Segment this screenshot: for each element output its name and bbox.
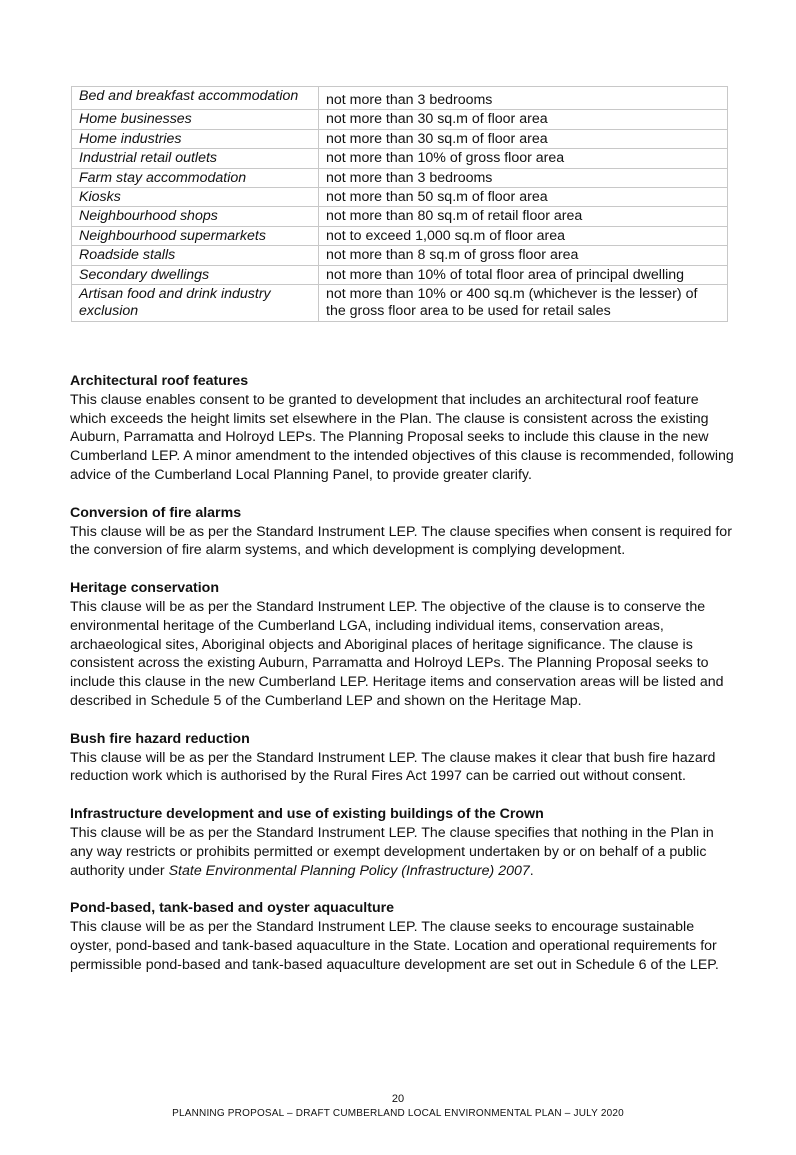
- table-row: [72, 265, 728, 284]
- limit-cell: not more than 50 sq.m of floor area: [319, 188, 728, 207]
- land-use-cell: Kiosks: [72, 188, 319, 207]
- limit-cell: not more than 80 sq.m of retail floor area: [319, 207, 728, 226]
- table-row: [72, 149, 728, 168]
- section-heading: Architectural roof features: [70, 373, 249, 389]
- section-body: This clause will be as per the Standard Instrument LEP. The objective of the clause is to conserve the environmental heritage of the Cumberland LGA, including individual items, conservation areas, archaeological sites, Aboriginal objects and Aboriginal places of heritage significance. The clause is consistent across the existing Auburn, Parramatta and Holroyd LEPs. The Planning Proposal seeks to include this clause in the new Cumberland LEP. Heritage items and conservation areas will be listed and described in Schedule 5 of the Cumberland LEP and shown on the Heritage Map.: [70, 598, 724, 709]
- clauses-body: [70, 372, 734, 994]
- section-body: This clause will be as per the Standard Instrument LEP. The clause makes it clear that bush fire hazard reduction work which is authorised by the Rural Fires Act 1997 can be carried out without consent.: [70, 749, 716, 785]
- table-row: [72, 226, 728, 245]
- land-use-cell: Home businesses: [72, 110, 319, 129]
- section-heading: Infrastructure development and use of existing buildings of the Crown: [70, 806, 544, 823]
- limit-cell: not more than 30 sq.m of floor area: [319, 129, 728, 148]
- clause-section: [70, 504, 734, 560]
- land-use-cell: Roadside stalls: [72, 246, 319, 265]
- table-row: [72, 110, 728, 129]
- land-use-limits-table: [71, 86, 728, 322]
- limit-cell: not more than 8 sq.m of gross floor area: [319, 246, 728, 265]
- land-use-cell: Neighbourhood shops: [72, 207, 319, 226]
- section-heading: Pond-based, tank-based and oyster aquaculture: [70, 900, 395, 917]
- section-body: This clause enables consent to be granted to development that includes an architectural roof feature which exceeds the height limits set elsewhere in the Plan. The clause is consistent across the existing Auburn, Parramatta and Holroyd LEPs. The Planning Proposal seeks to include this clause in the new Cumberland LEP. A minor amendment to the intended objectives of this clause is recommended, following advice of the Cumberland Local Planning Panel, to provide greater clarify.: [70, 391, 734, 483]
- limit-cell: not to exceed 1,000 sq.m of floor area: [319, 226, 728, 245]
- table-row: [72, 207, 728, 226]
- land-use-cell: Bed and breakfast accommodation: [72, 87, 319, 110]
- land-use-cell: Industrial retail outlets: [72, 149, 319, 168]
- land-use-cell: Secondary dwellings: [72, 265, 319, 284]
- section-heading: Conversion of fire alarms: [70, 504, 242, 521]
- clause-section: [70, 730, 734, 786]
- limit-cell: not more than 30 sq.m of floor area: [319, 110, 728, 129]
- table-row: [72, 246, 728, 265]
- clause-section: [70, 805, 734, 880]
- section-body: This clause will be as per the Standard Instrument LEP. The clause seeks to encourage sustainable oyster, pond-based and tank-based aquaculture in the State. Location and operational requirements for permissible pond-based and tank-based aquaculture development are set out in Schedule 6 of the LEP.: [70, 919, 719, 973]
- clause-section: [70, 899, 734, 974]
- table-row: [72, 129, 728, 148]
- clause-section: [70, 579, 734, 711]
- table-row: [72, 188, 728, 207]
- land-use-cell: Home industries: [72, 129, 319, 148]
- limit-cell: not more than 10% of total floor area of principal dwelling: [319, 265, 728, 284]
- section-heading: Bush fire hazard reduction: [70, 730, 250, 747]
- table-row: [72, 168, 728, 187]
- page-number: 20: [391, 1093, 405, 1105]
- section-body-end: .: [529, 862, 534, 879]
- policy-title: State Environmental Planning Policy (Infrastructure) 2007: [168, 862, 530, 879]
- land-use-cell: Artisan food and drink industry exclusion: [72, 285, 319, 322]
- limit-cell: not more than 10% or 400 sq.m (whichever is the lesser) of the gross floor area to be used for retail sales: [319, 285, 728, 322]
- limit-cell: not more than 3 bedrooms: [319, 87, 728, 110]
- limit-cell: not more than 3 bedrooms: [319, 168, 728, 187]
- footer-title: PLANNING PROPOSAL – DRAFT CUMBERLAND LOCAL ENVIRONMENTAL PLAN – JULY 2020: [172, 1108, 624, 1119]
- section-body: This clause will be as per the Standard Instrument LEP. The clause specifies when consent is required for the conversion of fire alarm systems, and which development is complying development.: [70, 523, 732, 559]
- section-body: [70, 824, 734, 880]
- land-use-cell: Neighbourhood supermarkets: [72, 226, 319, 245]
- section-body-text: This clause will be as per the Standard Instrument LEP. The clause specifies that nothing in the Plan in any way restricts or prohibits permitted or exempt development undertaken by or on behalf of a public authority under: [70, 824, 714, 879]
- land-use-cell: Farm stay accommodation: [72, 168, 319, 187]
- table-row: [72, 285, 728, 322]
- clause-section: [70, 372, 734, 485]
- limit-cell: not more than 10% of gross floor area: [319, 149, 728, 168]
- table-row: [72, 87, 728, 110]
- section-heading: Heritage conservation: [70, 580, 220, 597]
